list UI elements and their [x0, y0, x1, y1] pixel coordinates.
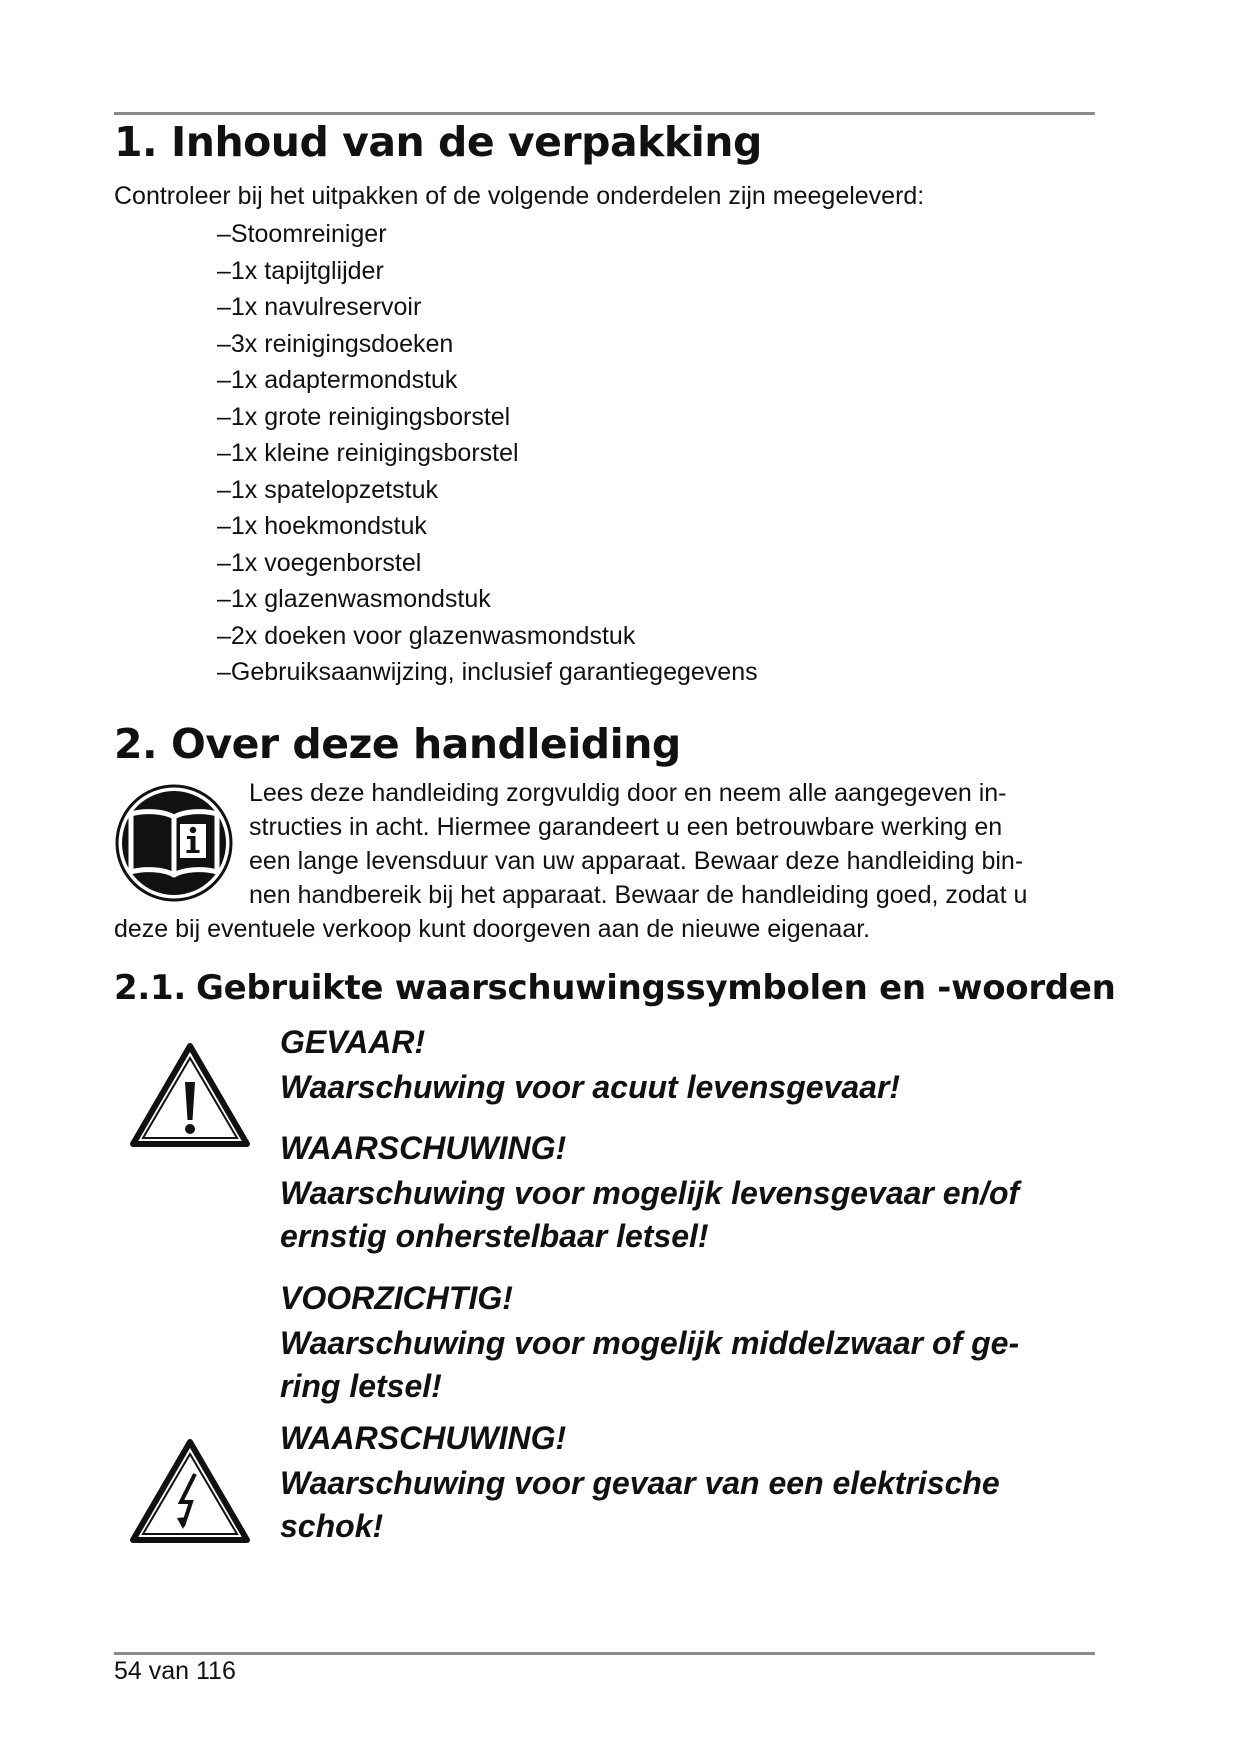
read-manual-icon [114, 783, 234, 903]
list-item: –1x glazenwasmondstuk [217, 585, 491, 613]
list-item: –1x kleine reinigingsborstel [217, 439, 519, 467]
list-item: –1x grote reinigingsborstel [217, 402, 511, 431]
section-1-heading [114, 118, 762, 166]
contents-intro: Controleer bij het uitpakken of de volgende onderdelen zijn meegeleverd: [114, 182, 925, 210]
section-2-1-title: Gebruikte waarschuwingssymbolen en -woorden [196, 968, 1116, 1008]
bottom-rule [114, 1652, 1095, 1655]
warning-text: ring letsel! [280, 1368, 442, 1404]
section-2-heading [114, 720, 681, 768]
section-2-1-heading [114, 968, 1116, 1008]
list-item: –1x spatelopzetstuk [217, 475, 438, 504]
warning-triangle-icon [129, 1042, 251, 1148]
warning-text: Waarschuwing voor acuut levensgevaar! [280, 1069, 901, 1105]
warning-text: Waarschuwing voor gevaar van een elektrische [280, 1465, 1000, 1501]
list-item: –Stoomreiniger [217, 220, 387, 248]
manual-line: Lees deze handleiding zorgvuldig door en neem alle aangegeven in- [249, 779, 1007, 807]
section-2-1-number: 2.1. [114, 968, 186, 1008]
list-item: –2x doeken voor glazenwasmondstuk [217, 621, 636, 650]
list-item: –1x hoekmondstuk [217, 512, 427, 540]
list-item: –Gebruiksaanwijzing, inclusief garantiegegevens [217, 658, 758, 686]
warning-text: Waarschuwing voor mogelijk levensgevaar en/of [280, 1175, 1020, 1211]
warning-head: WAARSCHUWING! [280, 1420, 567, 1456]
section-2-number: 2. [114, 720, 158, 768]
manual-paragraph [249, 776, 1027, 912]
page-number: 54 van 116 [114, 1657, 236, 1685]
section-2-title: Over deze handleiding [171, 720, 681, 768]
top-rule [114, 112, 1095, 115]
warning-head: VOORZICHTIG! [280, 1280, 513, 1316]
warning-head: WAARSCHUWING! [280, 1130, 567, 1166]
warning-text: Waarschuwing voor mogelijk middelzwaar of ge- [280, 1325, 1020, 1361]
section-1-title: Inhoud van de verpakking [171, 118, 762, 166]
manual-line: nen handbereik bij het apparaat. Bewaar de handleiding goed, zodat u [249, 881, 1028, 909]
list-item: –3x reinigingsdoeken [217, 329, 454, 358]
warning-waarschuwing [280, 1126, 1019, 1258]
manual-paragraph-last-line: deze bij eventuele verkoop kunt doorgeven aan de nieuwe eigenaar. [114, 915, 871, 943]
warning-head: GEVAAR! [280, 1024, 426, 1060]
list-item: –1x voegenborstel [217, 548, 422, 577]
electric-shock-warning-icon [129, 1438, 251, 1544]
manual-line: een lange levensduur van uw apparaat. Bewaar deze handleiding bin- [249, 847, 1024, 875]
list-item: –1x navulreservoir [217, 293, 422, 321]
contents-list [217, 216, 758, 691]
section-1-number: 1. [114, 118, 158, 166]
warning-elektrisch [280, 1416, 1000, 1548]
warning-gevaar [280, 1020, 900, 1109]
manual-line: structies in acht. Hiermee garandeert u een betrouwbare werking en [249, 813, 1003, 841]
warning-text: ernstig onherstelbaar letsel! [280, 1218, 709, 1254]
list-item: –1x tapijtglijder [217, 256, 384, 285]
warning-text: schok! [280, 1508, 384, 1544]
list-item: –1x adaptermondstuk [217, 366, 458, 394]
warning-voorzichtig [280, 1276, 1019, 1408]
